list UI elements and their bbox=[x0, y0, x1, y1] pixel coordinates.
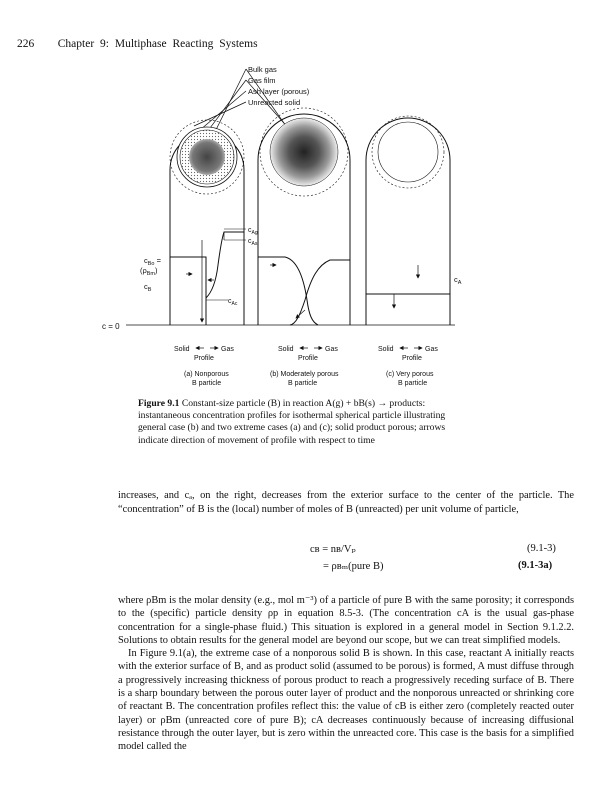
particle-b bbox=[258, 108, 350, 325]
profile-c-curves bbox=[366, 265, 450, 308]
legend-ash-layer: Ash layer (porous) bbox=[248, 87, 310, 96]
equation-number-9-1-3a: (9.1-3a) bbox=[518, 560, 553, 571]
svg-text:(ρBm): $(\rho_{Bm})$ bbox=[140, 266, 158, 277]
profile-b-legend bbox=[270, 346, 339, 387]
caption-a-line-2: B particle bbox=[192, 380, 222, 387]
legend-bulk-gas: Bulk gas bbox=[248, 65, 277, 74]
particle-a bbox=[170, 120, 244, 325]
profile-a-legend bbox=[174, 346, 234, 387]
caption-b-line-1: (b) Moderately porous bbox=[270, 371, 339, 378]
svg-text:cA: $c_A$ bbox=[454, 275, 462, 286]
equation-9-1-3a: = ρʙₘ(pure B) bbox=[323, 561, 384, 572]
svg-text:Profile: Profile bbox=[194, 355, 214, 362]
figure-caption bbox=[138, 398, 458, 447]
page-number: 226 bbox=[17, 38, 35, 50]
profile-c-legend bbox=[378, 346, 438, 387]
svg-text:Solid: Solid bbox=[378, 346, 394, 353]
legend-unreacted-solid: Unreacted solid bbox=[248, 98, 301, 107]
profile-b-curves bbox=[258, 257, 350, 325]
figure-9-1 bbox=[100, 60, 480, 390]
svg-text:cB: $c_B$ bbox=[144, 282, 152, 293]
figure-label: Figure 9.1 bbox=[138, 398, 180, 409]
svg-text:Solid: Solid bbox=[174, 346, 190, 353]
legend-gas-film: Gas film bbox=[248, 76, 276, 85]
caption-c-line-1: (c) Very porous bbox=[386, 371, 434, 378]
svg-text:Gas: Gas bbox=[221, 346, 234, 353]
figure-caption-text: Constant-size particle (B) in reaction A(g) + bB(s) → products: instantaneous concentration profiles for isothermal spherical particle illustrating general case (b) and two extreme cases (a) and (c); solid product porous; arrows indicate direction of movement of profile with respect to time bbox=[138, 398, 446, 446]
page-header bbox=[17, 38, 258, 50]
body-text-main bbox=[118, 594, 574, 754]
chapter-title: Chapter 9: Multiphase Reacting Systems bbox=[57, 38, 258, 50]
caption-b-line-2: B particle bbox=[288, 380, 318, 387]
svg-text:Profile: Profile bbox=[298, 355, 318, 362]
caption-c-line-2: B particle bbox=[398, 380, 428, 387]
svg-text:Gas: Gas bbox=[425, 346, 438, 353]
equation-number-9-1-3: (9.1-3) bbox=[527, 543, 556, 554]
svg-text:Solid: Solid bbox=[278, 346, 294, 353]
paragraph-2: In Figure 9.1(a), the extreme case of a nonporous solid B is shown. In this case, reactant A initially reacts with the exterior surface of B, and as product solid (assumed to be porous) is formed, A must diffuse through a progressively increasing thickness of porous product to reach a progressively receding surface of B. There is a sharp boundary between the porous outer layer of product and the nonporous unreacted or shrinking core of reactant B. The concentration profiles reflect this: the value of cB is either zero (completely reacted outer layer) or ρBm (unreacted core of pure B); cA decreases continuously because of increasing diffusional resistance through the outer layer, but is zero within the unreacted core. This case is the basis for a simplified model called the bbox=[118, 648, 574, 753]
equation-9-1-3: cʙ = nʙ/Vₚ bbox=[310, 544, 356, 555]
svg-text:cBo =: $c_{Bo}$ = bbox=[144, 256, 161, 267]
body-text-top: increases, and cₐ, on the right, decreases from the exterior surface to the center of the particle. The “concentration” of B is the (local) number of moles of B (unreacted) per unit volume of particle, bbox=[118, 490, 574, 515]
svg-text:cAc: $c_{Ac}$ bbox=[228, 298, 238, 307]
caption-a-line-1: (a) Nonporous bbox=[184, 371, 229, 378]
svg-text:cAs: $c_{As}$ bbox=[248, 238, 258, 247]
label-c-zero: c = 0 bbox=[102, 322, 120, 331]
profile-a-curves bbox=[170, 229, 246, 325]
y-axis-labels bbox=[140, 256, 162, 293]
paragraph-1: where ρBm is the molar density (e.g., mol m⁻³) of a particle of pure B with the same porosity; it corresponds to the (specific) particle density ρp in equation 8.5-3. (The concentration cA is the usual gas-phase concentration for a single-phase fluid.) This situation is explored in a general model in Section 9.1.2.2. Solutions to obtain results for the general model are beyond our scope, but we can treat simplified models. bbox=[118, 595, 574, 646]
svg-text:Profile: Profile bbox=[402, 355, 422, 362]
svg-text:Gas: Gas bbox=[325, 346, 338, 353]
svg-text:cAg: $c_{Ag}$ bbox=[248, 227, 258, 236]
